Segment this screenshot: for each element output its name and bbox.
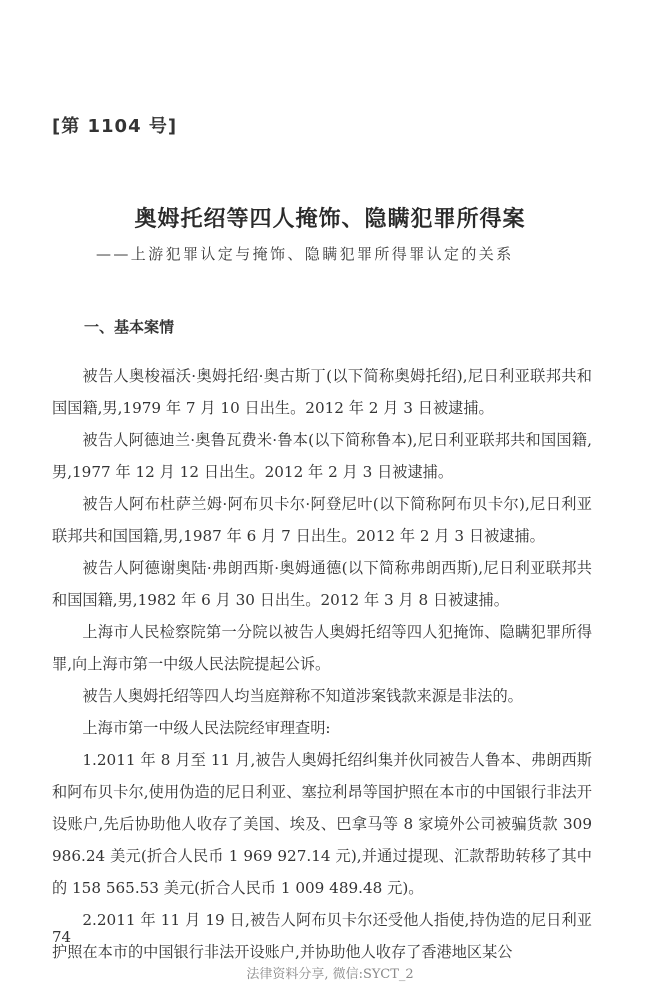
body-text [52, 360, 592, 968]
paragraph: 1.2011 年 8 月至 11 月,被告人奥姆托绍纠集并伙同被告人鲁本、弗朗西斯和阿布贝卡尔,使用伪造的尼日利亚、塞拉利昂等国护照在本市的中国银行非法开设账户,先后协助他人收存了美国、埃及、巴拿马等 8 家境外公司被骗货款 309 986.24 美元(折合人民币 1 969 927.14 元),并通过提现、汇款帮助转移了其中的 158 565.53 美元(折合人民币 1 009 489.48 元)。 [52, 751, 592, 897]
paragraph: 被告人奥梭福沃·奥姆托绍·奥古斯丁(以下简称奥姆托绍),尼日利亚联邦共和国国籍,男,1979 年 7 月 10 日出生。2012 年 2 月 3 日被逮捕。 [52, 367, 592, 417]
watermark-text: 法律资料分享, 微信:SYCT_2 [246, 967, 414, 982]
document-title: 奥姆托绍等四人掩饰、隐瞒犯罪所得案 [134, 206, 526, 232]
document-subtitle: ——上游犯罪认定与掩饰、隐瞒犯罪所得罪认定的关系 [96, 245, 514, 263]
section-heading: 一、基本案情 [84, 318, 175, 336]
paragraph: 上海市第一中级人民法院经审理查明: [82, 719, 331, 737]
case-number: [第 1104 号] [52, 116, 178, 137]
paragraph: 上海市人民检察院第一分院以被告人奥姆托绍等四人犯掩饰、隐瞒犯罪所得罪,向上海市第一中级人民法院提起公诉。 [52, 623, 592, 673]
paragraph: 被告人阿布杜萨兰姆·阿布贝卡尔·阿登尼叶(以下简称阿布贝卡尔),尼日利亚联邦共和国国籍,男,1987 年 6 月 7 日出生。2012 年 2 月 3 日被逮捕。 [52, 495, 592, 545]
paragraph: 被告人奥姆托绍等四人均当庭辩称不知道涉案钱款来源是非法的。 [82, 687, 523, 705]
paragraph: 2.2011 年 11 月 19 日,被告人阿布贝卡尔还受他人指使,持伪造的尼日利亚护照在本市的中国银行非法开设账户,并协助他人收存了香港地区某公 [52, 911, 592, 961]
paragraph: 被告人阿德迪兰·奥鲁瓦费米·鲁本(以下简称鲁本),尼日利亚联邦共和国国籍,男,1977 年 12 月 12 日出生。2012 年 2 月 3 日被逮捕。 [52, 431, 592, 481]
page-number: 74 [52, 928, 72, 946]
paragraph: 被告人阿德谢奥陆·弗朗西斯·奥姆通德(以下简称弗朗西斯),尼日利亚联邦共和国国籍,男,1982 年 6 月 30 日出生。2012 年 3 月 8 日被逮捕。 [52, 559, 592, 609]
